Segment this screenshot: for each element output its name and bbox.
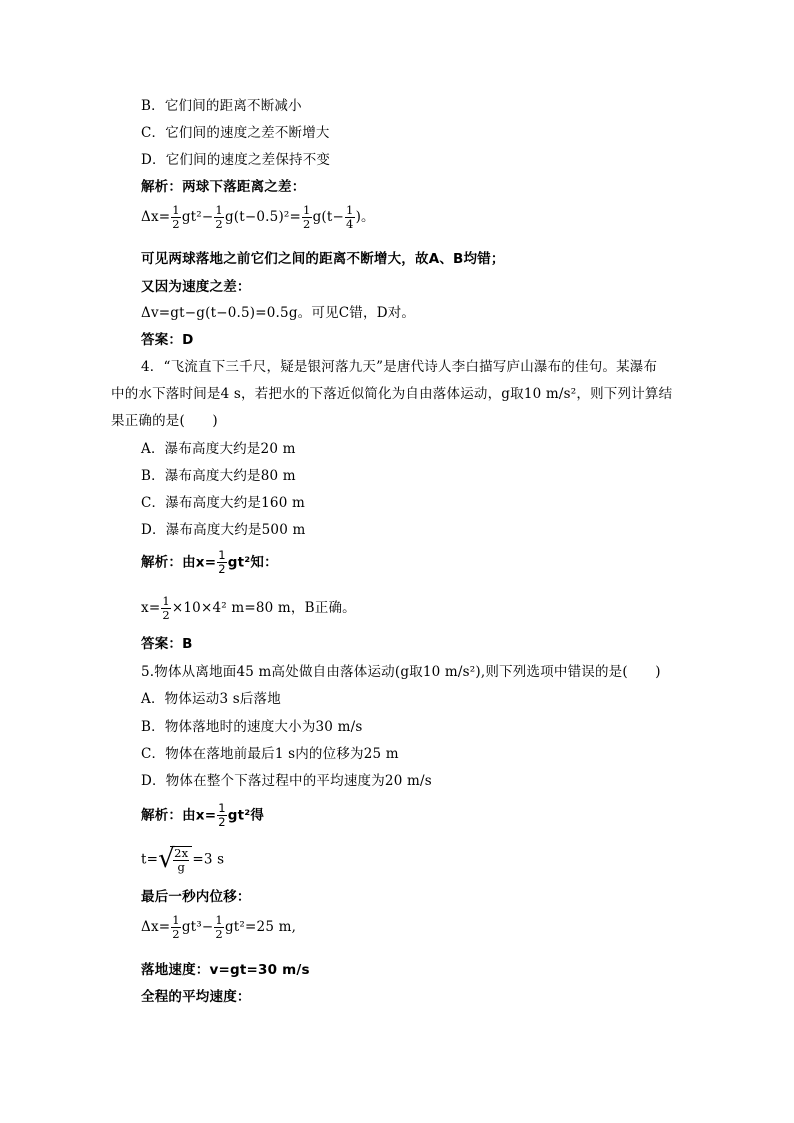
landing-speed: 落地速度：v=gt=30 m/s [141, 962, 310, 978]
option-b-q5: B．物体落地时的速度大小为30 m/s [141, 719, 363, 735]
solution-q5: 解析：由x= $\frac{1}{2}$ gt²得 [141, 801, 265, 829]
time-equation-q5: t= √ $\frac{2x}{g}$ =3 s [141, 844, 225, 874]
option-c-q3: C．它们间的速度之差不断增大 [141, 125, 330, 141]
option-d-q5: D．物体在整个下落过程中的平均速度为20 m/s [141, 773, 432, 789]
question-4-line-1: 4．“飞流直下三千尺，疑是银河落九天”是唐代诗人李白描写庐山瀑布的佳句。某瀑布 [141, 359, 658, 375]
question-4-line-2: 中的水下落时间是4 s，若把水的下落近似简化为自由落体运动，g取10 m/s²，则下列计算结 [111, 386, 673, 402]
last-second-equation: Δx= $\frac{1}{2}$ gt³− $\frac{1}{2}$ gt²=25 m, [141, 913, 297, 941]
solution-q4: 解析：由x= $\frac{1}{2}$ gt²知： [141, 548, 278, 576]
equation-speed-difference: Δv=gt−g(t−0.5)=0.5g。可见C错，D对。 [141, 305, 416, 321]
option-b-q4: B．瀑布高度大约是80 m [141, 468, 296, 484]
option-c-q4: C．瀑布高度大约是160 m [141, 495, 305, 511]
last-second-heading: 最后一秒内位移： [141, 889, 251, 905]
average-speed-heading: 全程的平均速度： [141, 989, 251, 1005]
answer-q3: 答案：D [141, 332, 194, 348]
calculation-q4: x= $\frac{1}{2}$ ×10×4² m=80 m，B正确。 [141, 594, 356, 622]
conclusion-distance: 可见两球落地之前它们之间的距离不断增大，故A、B均错； [141, 251, 505, 267]
answer-q4: 答案：B [141, 636, 193, 652]
option-c-q5: C．物体在落地前最后1 s内的位移为25 m [141, 746, 399, 762]
question-5: 5.物体从离地面45 m高处做自由落体运动(g取10 m/s²),则下列选项中错误的是( ) [141, 664, 661, 680]
question-4-line-3: 果正确的是( ) [111, 413, 218, 429]
speed-difference-heading: 又因为速度之差： [141, 279, 251, 295]
solution-heading-q3: 解析：两球下落距离之差： [141, 179, 306, 195]
equation-distance-difference: Δx= $\frac{1}{2}$ gt²− $\frac{1}{2}$ g(t−0.5)²= $\frac{1}{2}$ g(t− $\frac{1}{4}$ )。 [141, 203, 375, 231]
option-a-q4: A．瀑布高度大约是20 m [141, 441, 296, 457]
option-a-q5: A．物体运动3 s后落地 [141, 691, 281, 707]
option-d-q3: D．它们间的速度之差保持不变 [141, 152, 331, 168]
option-d-q4: D．瀑布高度大约是500 m [141, 522, 306, 538]
option-b-q3: B．它们间的距离不断减小 [141, 98, 302, 114]
